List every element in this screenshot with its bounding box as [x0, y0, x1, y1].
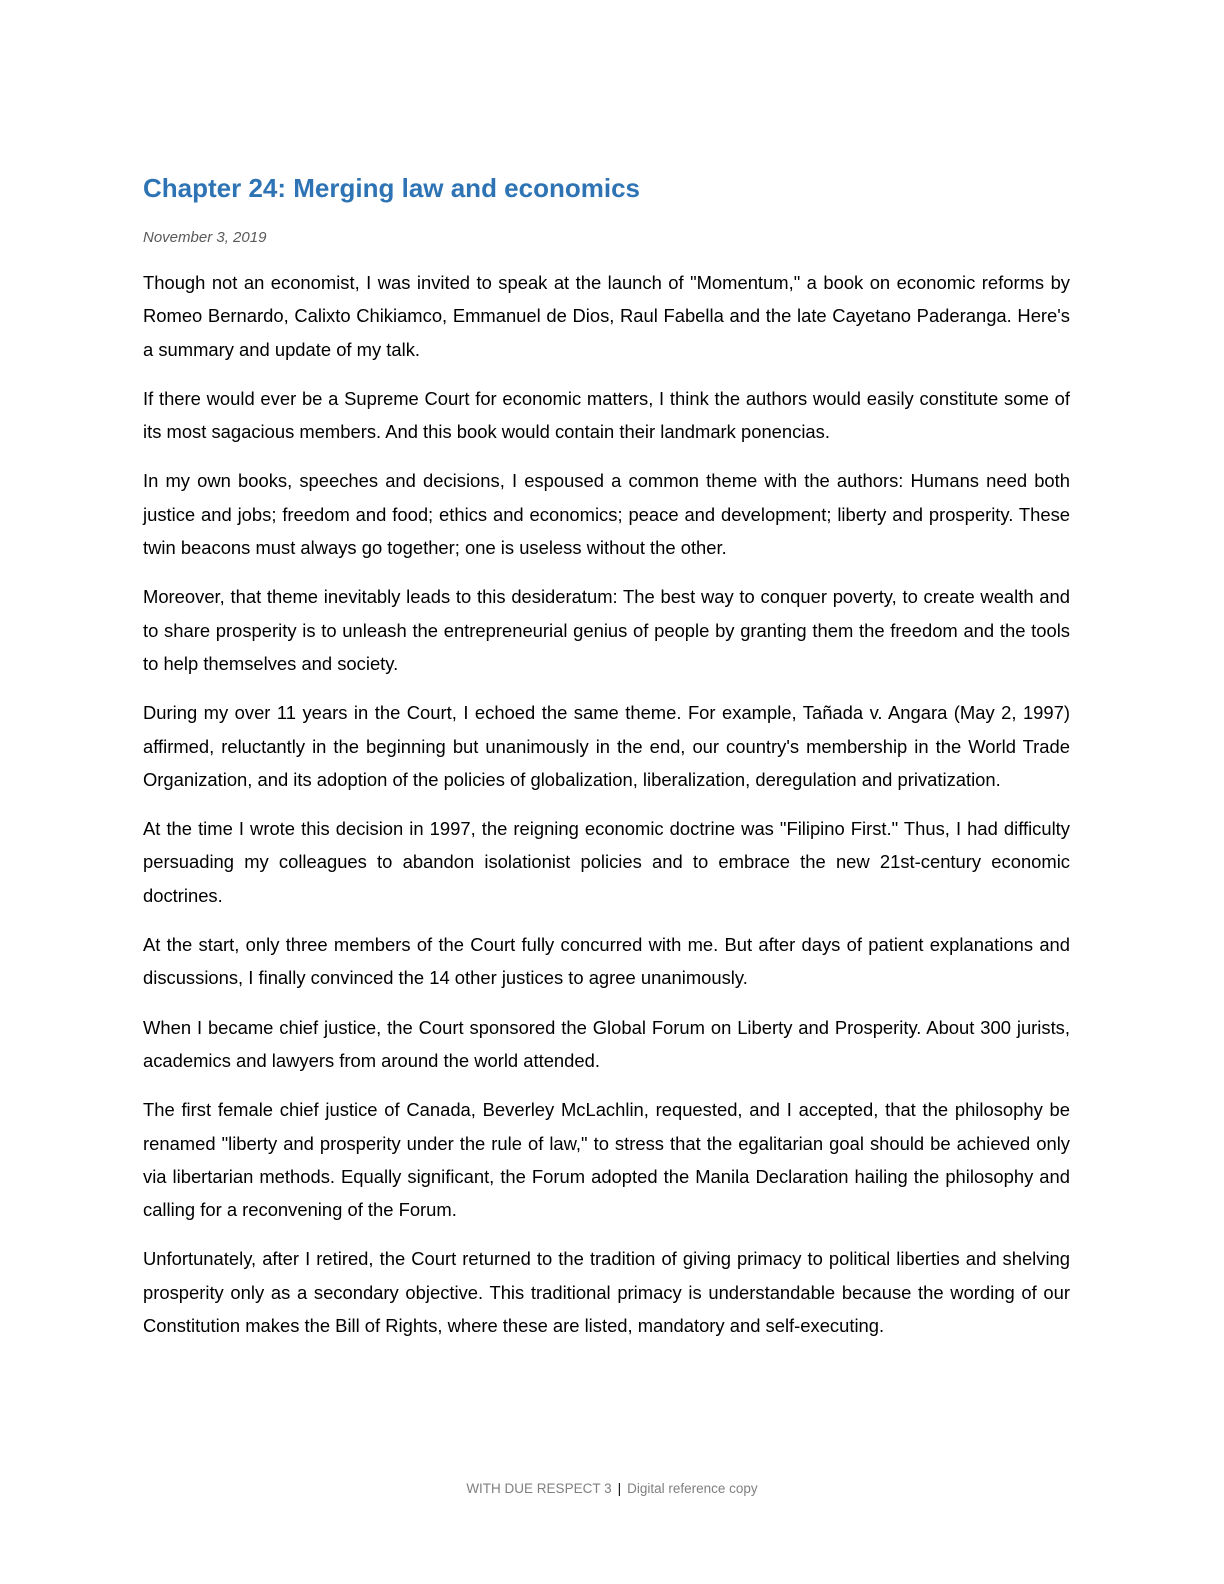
paragraph: Moreover, that theme inevitably leads to this desideratum: The best way to conquer poverty, to create wealth and to share prosperity is to unleash the entrepreneurial genius of people by granting them the freedom and the tools to help themselves and society.: [143, 586, 1070, 674]
paragraph: During my over 11 years in the Court, I echoed the same theme. For example, Tañada v. Angara (May 2, 1997) affirmed, reluctantly in the beginning but unanimously in the end, our country's membership in the World Trade Organization, and its adoption of the policies of globalization, liberalization, deregulation and privatization.: [143, 702, 1070, 790]
chapter-body: [143, 266, 1070, 1342]
paragraph: Unfortunately, after I retired, the Court returned to the tradition of giving primacy to political liberties and shelving prosperity only as a secondary objective. This traditional primacy is understandable because the wording of our Constitution makes the Bill of Rights, where these are listed, mandatory and self-executing.: [143, 1248, 1070, 1337]
footer-separator: |: [617, 1481, 622, 1496]
footer-book-title: WITH DUE RESPECT 3: [466, 1481, 612, 1496]
document-page: [143, 170, 1070, 1358]
paragraph: The first female chief justice of Canada, Beverley McLachlin, requested, and I accepted, that the philosophy be renamed "liberty and prosperity under the rule of law," to stress that the egalitarian goal should be achieved only via libertarian methods. Equally significant, the Forum adopted the Manila Declaration hailing the philosophy and calling for a reconvening of the Forum.: [143, 1099, 1070, 1221]
chapter-date: November 3, 2019: [143, 229, 267, 246]
footer-copy-note: Digital reference copy: [627, 1481, 758, 1496]
paragraph: At the start, only three members of the Court fully concurred with me. But after days of patient explanations and discussions, I finally convinced the 14 other justices to agree unanimously.: [143, 934, 1070, 989]
page-footer: [0, 1479, 1224, 1499]
paragraph: Though not an economist, I was invited to speak at the launch of "Momentum," a book on economic reforms by Romeo Bernardo, Calixto Chikiamco, Emmanuel de Dios, Raul Fabella and the late Cayetano Paderanga. Here's a summary and update of my talk.: [143, 272, 1070, 360]
paragraph: At the time I wrote this decision in 1997, the reigning economic doctrine was "Filipino First." Thus, I had difficulty persuading my colleagues to abandon isolationist policies and to embrace the new 21st-century economic doctrines.: [143, 818, 1070, 906]
paragraph: If there would ever be a Supreme Court for economic matters, I think the authors would easily constitute some of its most sagacious members. And this book would contain their landmark ponencias.: [143, 387, 1070, 443]
paragraph: In my own books, speeches and decisions, I espoused a common theme with the authors: Humans need both justice and jobs; freedom and food; ethics and economics; peace and development; liberty and prosperity. These twin beacons must always go together; one is useless without the other.: [143, 470, 1070, 559]
chapter-title: Chapter 24: Merging law and economics: [143, 173, 640, 203]
paragraph: When I became chief justice, the Court sponsored the Global Forum on Liberty and Prosperity. About 300 jurists, academics and lawyers from around the world attended.: [143, 1016, 1070, 1071]
